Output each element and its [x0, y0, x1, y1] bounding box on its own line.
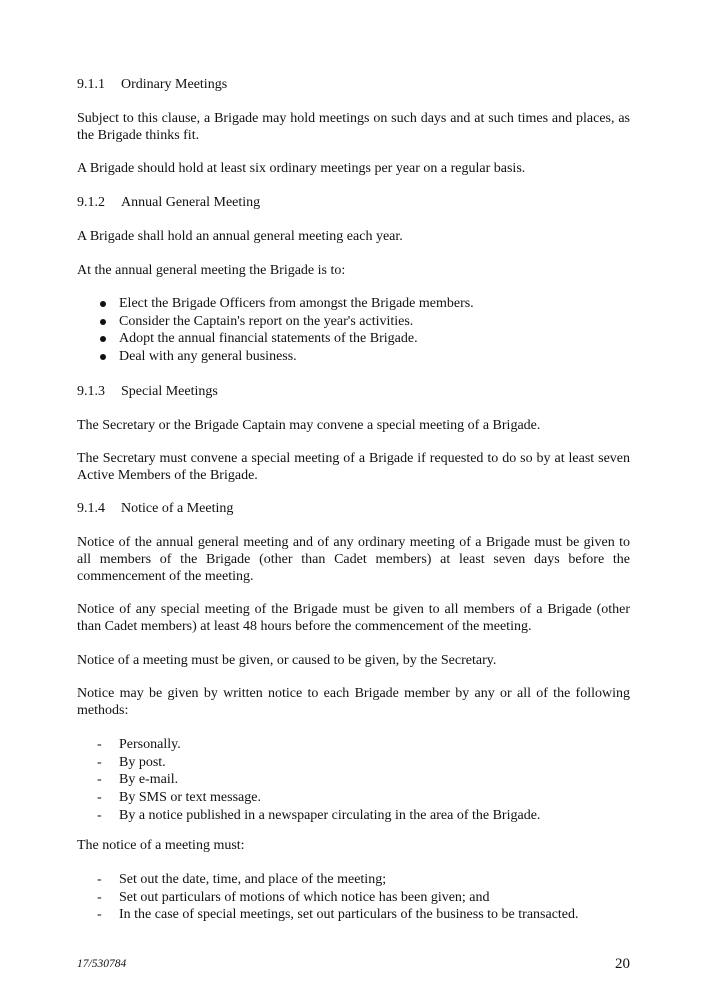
dash-bullet-icon: - [97, 807, 102, 823]
section-heading-9-1-3 [77, 383, 630, 400]
list-item: - Set out the date, time, and place of the meeting; [97, 872, 387, 887]
paragraph: A Brigade shall hold an annual general meeting each year. [77, 229, 403, 244]
section-number: 9.1.1 [77, 77, 105, 92]
dash-bullet-icon: - [97, 754, 102, 770]
notice-requirements-list [77, 871, 630, 924]
paragraph: Notice of the annual general meeting and of any ordinary meeting of a Brigade must be given to all members of the Brigade (other than Cadet members) at least seven days before the commencement of the meeting. [77, 535, 630, 584]
list-item: - By SMS or text message. [97, 790, 261, 806]
dash-bullet-icon: - [97, 907, 102, 923]
document-page [77, 0, 630, 1005]
section-title: Special Meetings [121, 384, 218, 399]
section-number: 9.1.2 [77, 195, 105, 210]
paragraph: Notice may be given by written notice to each Brigade member by any or all of the following methods: [77, 686, 630, 718]
section-number: 9.1.3 [77, 384, 105, 399]
section-heading-9-1-2 [77, 194, 630, 211]
section-number: 9.1.4 [77, 501, 105, 516]
list-item: Adopt the annual financial statements of the Brigade. [77, 330, 630, 348]
list-item: - Personally. [97, 737, 181, 752]
list-item: - By e-mail. [97, 772, 179, 788]
notice-methods-list [77, 736, 630, 824]
bullet-icon [100, 319, 106, 325]
section-heading-9-1-1 [77, 76, 630, 93]
list-item: Consider the Captain's report on the year's activities. [77, 313, 630, 331]
dash-bullet-icon: - [97, 772, 102, 788]
dash-bullet-icon: - [97, 737, 102, 752]
dash-bullet-icon: - [97, 889, 102, 905]
section-title: Notice of a Meeting [121, 501, 234, 516]
dash-bullet-icon: - [97, 790, 102, 806]
paragraph: The notice of a meeting must: [77, 838, 245, 853]
bullet-icon [100, 336, 106, 342]
section-title: Annual General Meeting [121, 195, 261, 210]
paragraph: A Brigade should hold at least six ordinary meetings per year on a regular basis. [77, 161, 526, 176]
list-item: Deal with any general business. [77, 348, 630, 366]
paragraph: Notice of any special meeting of the Brigade must be given to all members of a Brigade (other than Cadet members) at least 48 hours before the commencement of the meeting. [77, 602, 630, 634]
dash-bullet-icon: - [97, 872, 102, 887]
list-item: - By post. [97, 754, 166, 770]
section-heading-9-1-4 [77, 500, 630, 517]
list-item: - By a notice published in a newspaper circulating in the area of the Brigade. [97, 807, 541, 823]
page-number: 20 [615, 956, 630, 972]
paragraph: At the annual general meeting the Brigade is to: [77, 263, 346, 278]
paragraph: The Secretary must convene a special meeting of a Brigade if requested to do so by at least seven Active Members of the Brigade. [77, 451, 630, 483]
paragraph: Notice of a meeting must be given, or caused to be given, by the Secretary. [77, 653, 497, 668]
paragraph: The Secretary or the Brigade Captain may convene a special meeting of a Brigade. [77, 418, 541, 433]
list-item: - In the case of special meetings, set out particulars of the business to be transacted. [97, 907, 579, 923]
bullet-icon [100, 301, 106, 307]
document-reference: 17/530784 [77, 958, 127, 970]
bullet-icon [100, 354, 106, 360]
section-title: Ordinary Meetings [121, 77, 228, 92]
list-item: Elect the Brigade Officers from amongst the Brigade members. [77, 295, 630, 313]
agm-bullet-list [77, 295, 630, 366]
paragraph: Subject to this clause, a Brigade may hold meetings on such days and at such times and places, as the Brigade thinks fit. [77, 111, 630, 143]
list-item: - Set out particulars of motions of which notice has been given; and [97, 889, 490, 905]
